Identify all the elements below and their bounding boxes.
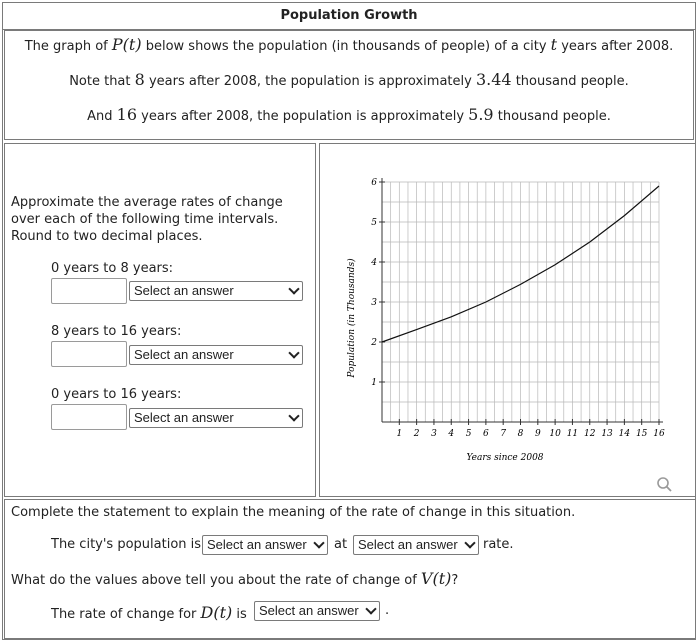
intro-text: years after 2008, the population is approximately (137, 109, 469, 124)
select-value: Select an answer (134, 347, 234, 362)
question-label-2: 8 years to 16 years: (51, 324, 182, 339)
population-change-select[interactable] (202, 535, 328, 555)
y-tick-label: 4 (371, 258, 377, 268)
y-tick-label: 2 (371, 338, 377, 348)
x-axis-label: Years since 2008 (466, 453, 544, 463)
y-axis-label: Population (in Thousands) (347, 258, 357, 378)
x-tick-label: 12 (584, 429, 596, 439)
population-chart (320, 144, 695, 496)
intro-line-2 (5, 70, 693, 89)
intro-text: And (87, 109, 117, 124)
math-function: V(t) (420, 569, 452, 588)
rate-mid: is (232, 607, 247, 622)
rate-post: . (385, 603, 390, 618)
questions-panel (4, 143, 316, 497)
select-value: Select an answer (134, 283, 234, 298)
x-tick-label: 3 (431, 429, 437, 439)
select-value: Select an answer (134, 410, 234, 425)
x-tick-label: 6 (483, 429, 489, 439)
graph-panel (319, 143, 696, 497)
chevron-down-icon (313, 537, 324, 548)
intro-panel (4, 30, 694, 140)
math-number: 3.44 (475, 70, 512, 89)
sentence-pre: The city's population is (51, 537, 202, 552)
magnifier-icon (658, 478, 671, 491)
chevron-down-icon (288, 283, 299, 294)
y-tick-label: 5 (371, 218, 377, 228)
unit-select-1[interactable] (129, 281, 303, 301)
x-tick-label: 8 (517, 429, 524, 439)
y-tick-label: 1 (371, 378, 377, 388)
answer-input-3[interactable] (51, 404, 127, 430)
intro-text: years after 2008. (557, 39, 674, 54)
intro-text: Note that (69, 74, 135, 89)
x-tick-label: 10 (549, 429, 561, 439)
math-number: 8 (134, 70, 145, 89)
statement-panel (4, 499, 696, 639)
intro-line-3 (5, 105, 693, 124)
math-function: D(t) (200, 603, 233, 622)
sentence-mid: at (334, 537, 348, 552)
math-number: 5.9 (468, 105, 494, 124)
question-label-3: 0 years to 16 years: (51, 387, 182, 402)
x-tick-label: 15 (635, 429, 648, 439)
intro-text: below shows the population (in thousands of people) of a city (141, 39, 551, 54)
x-tick-label: 4 (448, 429, 455, 439)
question-text (11, 569, 458, 588)
statement-prompt: Complete the statement to explain the meaning of the rate of change in this situation. (11, 505, 576, 520)
rate-text (51, 603, 247, 622)
answer-input-1[interactable] (51, 278, 127, 304)
chart-grid (382, 182, 659, 422)
chart-axes (382, 178, 663, 422)
question-label-1: 0 years to 8 years: (51, 261, 174, 276)
chevron-down-icon (288, 410, 299, 421)
chevron-down-icon (464, 537, 475, 548)
intro-text: The graph of (24, 39, 112, 54)
page-title: Population Growth (280, 8, 418, 23)
select-value: Select an answer (259, 603, 359, 618)
math-function: P(t) (111, 35, 142, 54)
chart-ticks (370, 178, 665, 439)
select-value: Select an answer (358, 537, 458, 552)
y-tick-label: 6 (371, 178, 377, 188)
intro-text: years after 2008, the population is approximately (144, 74, 476, 89)
intro-text: thousand people. (493, 109, 611, 124)
sentence-post: rate. (483, 537, 514, 552)
x-tick-label: 13 (601, 429, 613, 439)
x-tick-label: 2 (413, 429, 420, 439)
chevron-down-icon (288, 347, 299, 358)
answer-input-2[interactable] (51, 341, 127, 367)
x-tick-label: 5 (465, 429, 472, 439)
question-pre: What do the values above tell you about the rate of change of (11, 573, 421, 588)
x-tick-label: 16 (653, 429, 665, 439)
math-number: 16 (116, 105, 138, 124)
rate-type-select[interactable] (353, 535, 479, 555)
rate-of-change-select[interactable] (254, 601, 380, 621)
instructions: Approximate the average rates of change over each of the following time intervals. Round to two decimal places. (11, 195, 283, 244)
unit-select-2[interactable] (129, 345, 303, 365)
intro-text: thousand people. (511, 74, 629, 89)
math-variable: t (550, 35, 558, 54)
x-tick-label: 14 (618, 429, 631, 439)
rate-pre: The rate of change for (51, 607, 201, 622)
intro-line-1 (5, 35, 693, 54)
header (2, 2, 696, 30)
chevron-down-icon (365, 603, 376, 614)
question-post: ? (451, 573, 459, 588)
select-value: Select an answer (207, 537, 307, 552)
x-tick-label: 1 (396, 429, 403, 439)
x-tick-label: 9 (534, 429, 541, 439)
unit-select-3[interactable] (129, 408, 303, 428)
x-tick-label: 11 (566, 429, 579, 439)
x-tick-label: 7 (500, 429, 507, 439)
y-tick-label: 3 (371, 298, 377, 308)
